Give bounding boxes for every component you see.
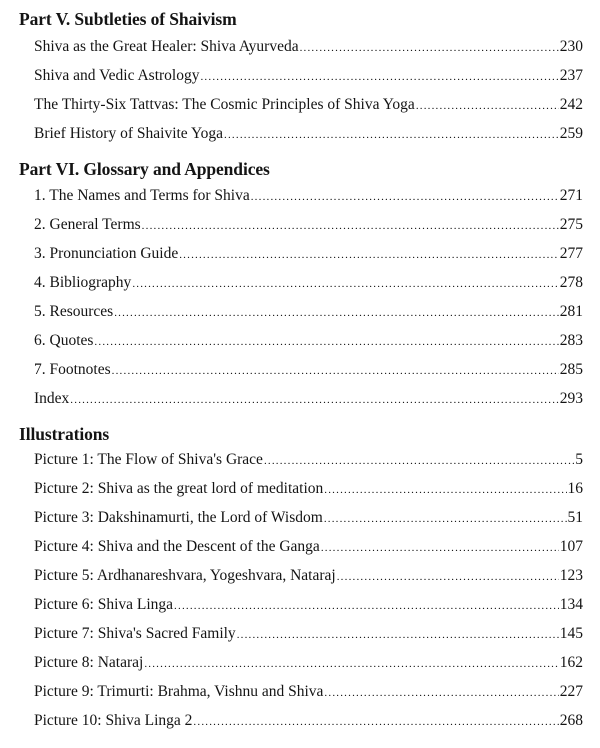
section-heading-part-v: Part V. Subtleties of Shaivism: [19, 9, 237, 29]
entry-title: 5. Resources: [34, 303, 114, 320]
dot-leader: [94, 332, 558, 352]
toc-entry: [34, 273, 583, 293]
entry-title: 6. Quotes: [34, 332, 94, 349]
entry-title: 1. The Names and Terms for Shiva: [34, 187, 250, 204]
entry-page-number: 230: [559, 38, 583, 55]
dot-leader: [324, 480, 566, 500]
entry-page-number: 145: [559, 625, 583, 642]
entry-title: Picture 6: Shiva Linga: [34, 596, 174, 613]
toc-entry: [34, 66, 583, 86]
toc-entry: [34, 711, 583, 731]
dot-leader: [300, 38, 559, 58]
dot-leader: [112, 361, 559, 381]
toc-entry: [34, 537, 583, 557]
entry-title: Picture 1: The Flow of Shiva's Grace: [34, 451, 263, 468]
dot-leader: [337, 567, 559, 587]
entry-title: 3. Pronunciation Guide: [34, 245, 179, 262]
entry-title: Picture 9: Trimurti: Brahma, Vishnu and Shiva: [34, 683, 324, 700]
toc-entry: [34, 653, 583, 673]
dot-leader: [179, 245, 559, 265]
dot-leader: [114, 303, 559, 323]
toc-entry: [34, 566, 583, 586]
entry-page-number: 293: [559, 390, 583, 407]
entry-page-number: 237: [559, 67, 583, 84]
entry-page-number: 227: [559, 683, 583, 700]
toc-entry: [34, 244, 583, 264]
dot-leader: [174, 596, 559, 616]
entry-page-number: 134: [559, 596, 583, 613]
dot-leader: [144, 654, 558, 674]
entry-page-number: 277: [559, 245, 583, 262]
toc-entry: [34, 389, 583, 409]
toc-entry: [34, 360, 583, 380]
dot-leader: [193, 712, 558, 732]
toc-entry: [34, 95, 583, 115]
entry-title: 2. General Terms: [34, 216, 141, 233]
toc-entry: [34, 682, 583, 702]
toc-entry: [34, 302, 583, 322]
entry-title: Picture 3: Dakshinamurti, the Lord of Wisdom: [34, 509, 323, 526]
dot-leader: [70, 390, 558, 410]
dot-leader: [237, 625, 559, 645]
entry-title: Index: [34, 390, 70, 407]
dot-leader: [416, 96, 559, 116]
toc-entry: [34, 124, 583, 144]
toc-entry: [34, 508, 583, 528]
toc-entry: [34, 331, 583, 351]
entry-page-number: 268: [559, 712, 583, 729]
entry-page-number: 278: [559, 274, 583, 291]
toc-entry: [34, 479, 583, 499]
entry-page-number: 16: [567, 480, 583, 497]
toc-entry: [34, 186, 583, 206]
entry-page-number: 285: [559, 361, 583, 378]
dot-leader: [324, 683, 558, 703]
section-heading-part-vi: Part VI. Glossary and Appendices: [19, 159, 270, 179]
entry-title: Picture 2: Shiva as the great lord of meditation: [34, 480, 324, 497]
dot-leader: [251, 187, 559, 207]
entry-title: Picture 4: Shiva and the Descent of the Ganga: [34, 538, 320, 555]
entry-page-number: 281: [559, 303, 583, 320]
entry-title: Picture 7: Shiva's Sacred Family: [34, 625, 236, 642]
toc-entry: [34, 215, 583, 235]
entry-title: Brief History of Shaivite Yoga: [34, 125, 224, 142]
toc-entry: [34, 595, 583, 615]
entry-title: Shiva as the Great Healer: Shiva Ayurveda: [34, 38, 299, 55]
dot-leader: [324, 509, 567, 529]
dot-leader: [142, 216, 559, 236]
toc-entry: [34, 37, 583, 57]
dot-leader: [264, 451, 574, 471]
entry-page-number: 259: [559, 125, 583, 142]
entry-page-number: 275: [559, 216, 583, 233]
entry-title: Picture 10: Shiva Linga 2: [34, 712, 193, 729]
entry-page-number: 107: [559, 538, 583, 555]
entry-title: Picture 5: Ardhanareshvara, Yogeshvara, Nataraj: [34, 567, 336, 584]
toc-entry: [34, 624, 583, 644]
dot-leader: [224, 125, 559, 145]
entry-title: The Thirty-Six Tattvas: The Cosmic Principles of Shiva Yoga: [34, 96, 415, 113]
dot-leader: [132, 274, 558, 294]
toc-entry: [34, 450, 583, 470]
entry-title: Shiva and Vedic Astrology: [34, 67, 200, 84]
dot-leader: [321, 538, 559, 558]
entry-page-number: 123: [559, 567, 583, 584]
entry-title: Picture 8: Nataraj: [34, 654, 144, 671]
entry-title: 7. Footnotes: [34, 361, 111, 378]
dot-leader: [200, 67, 558, 87]
entry-page-number: 271: [559, 187, 583, 204]
entry-page-number: 162: [559, 654, 583, 671]
entry-title: 4. Bibliography: [34, 274, 132, 291]
entry-page-number: 51: [567, 509, 583, 526]
entry-page-number: 5: [575, 451, 583, 468]
entry-page-number: 242: [559, 96, 583, 113]
section-heading-illustrations: Illustrations: [19, 424, 110, 444]
entry-page-number: 283: [559, 332, 583, 349]
